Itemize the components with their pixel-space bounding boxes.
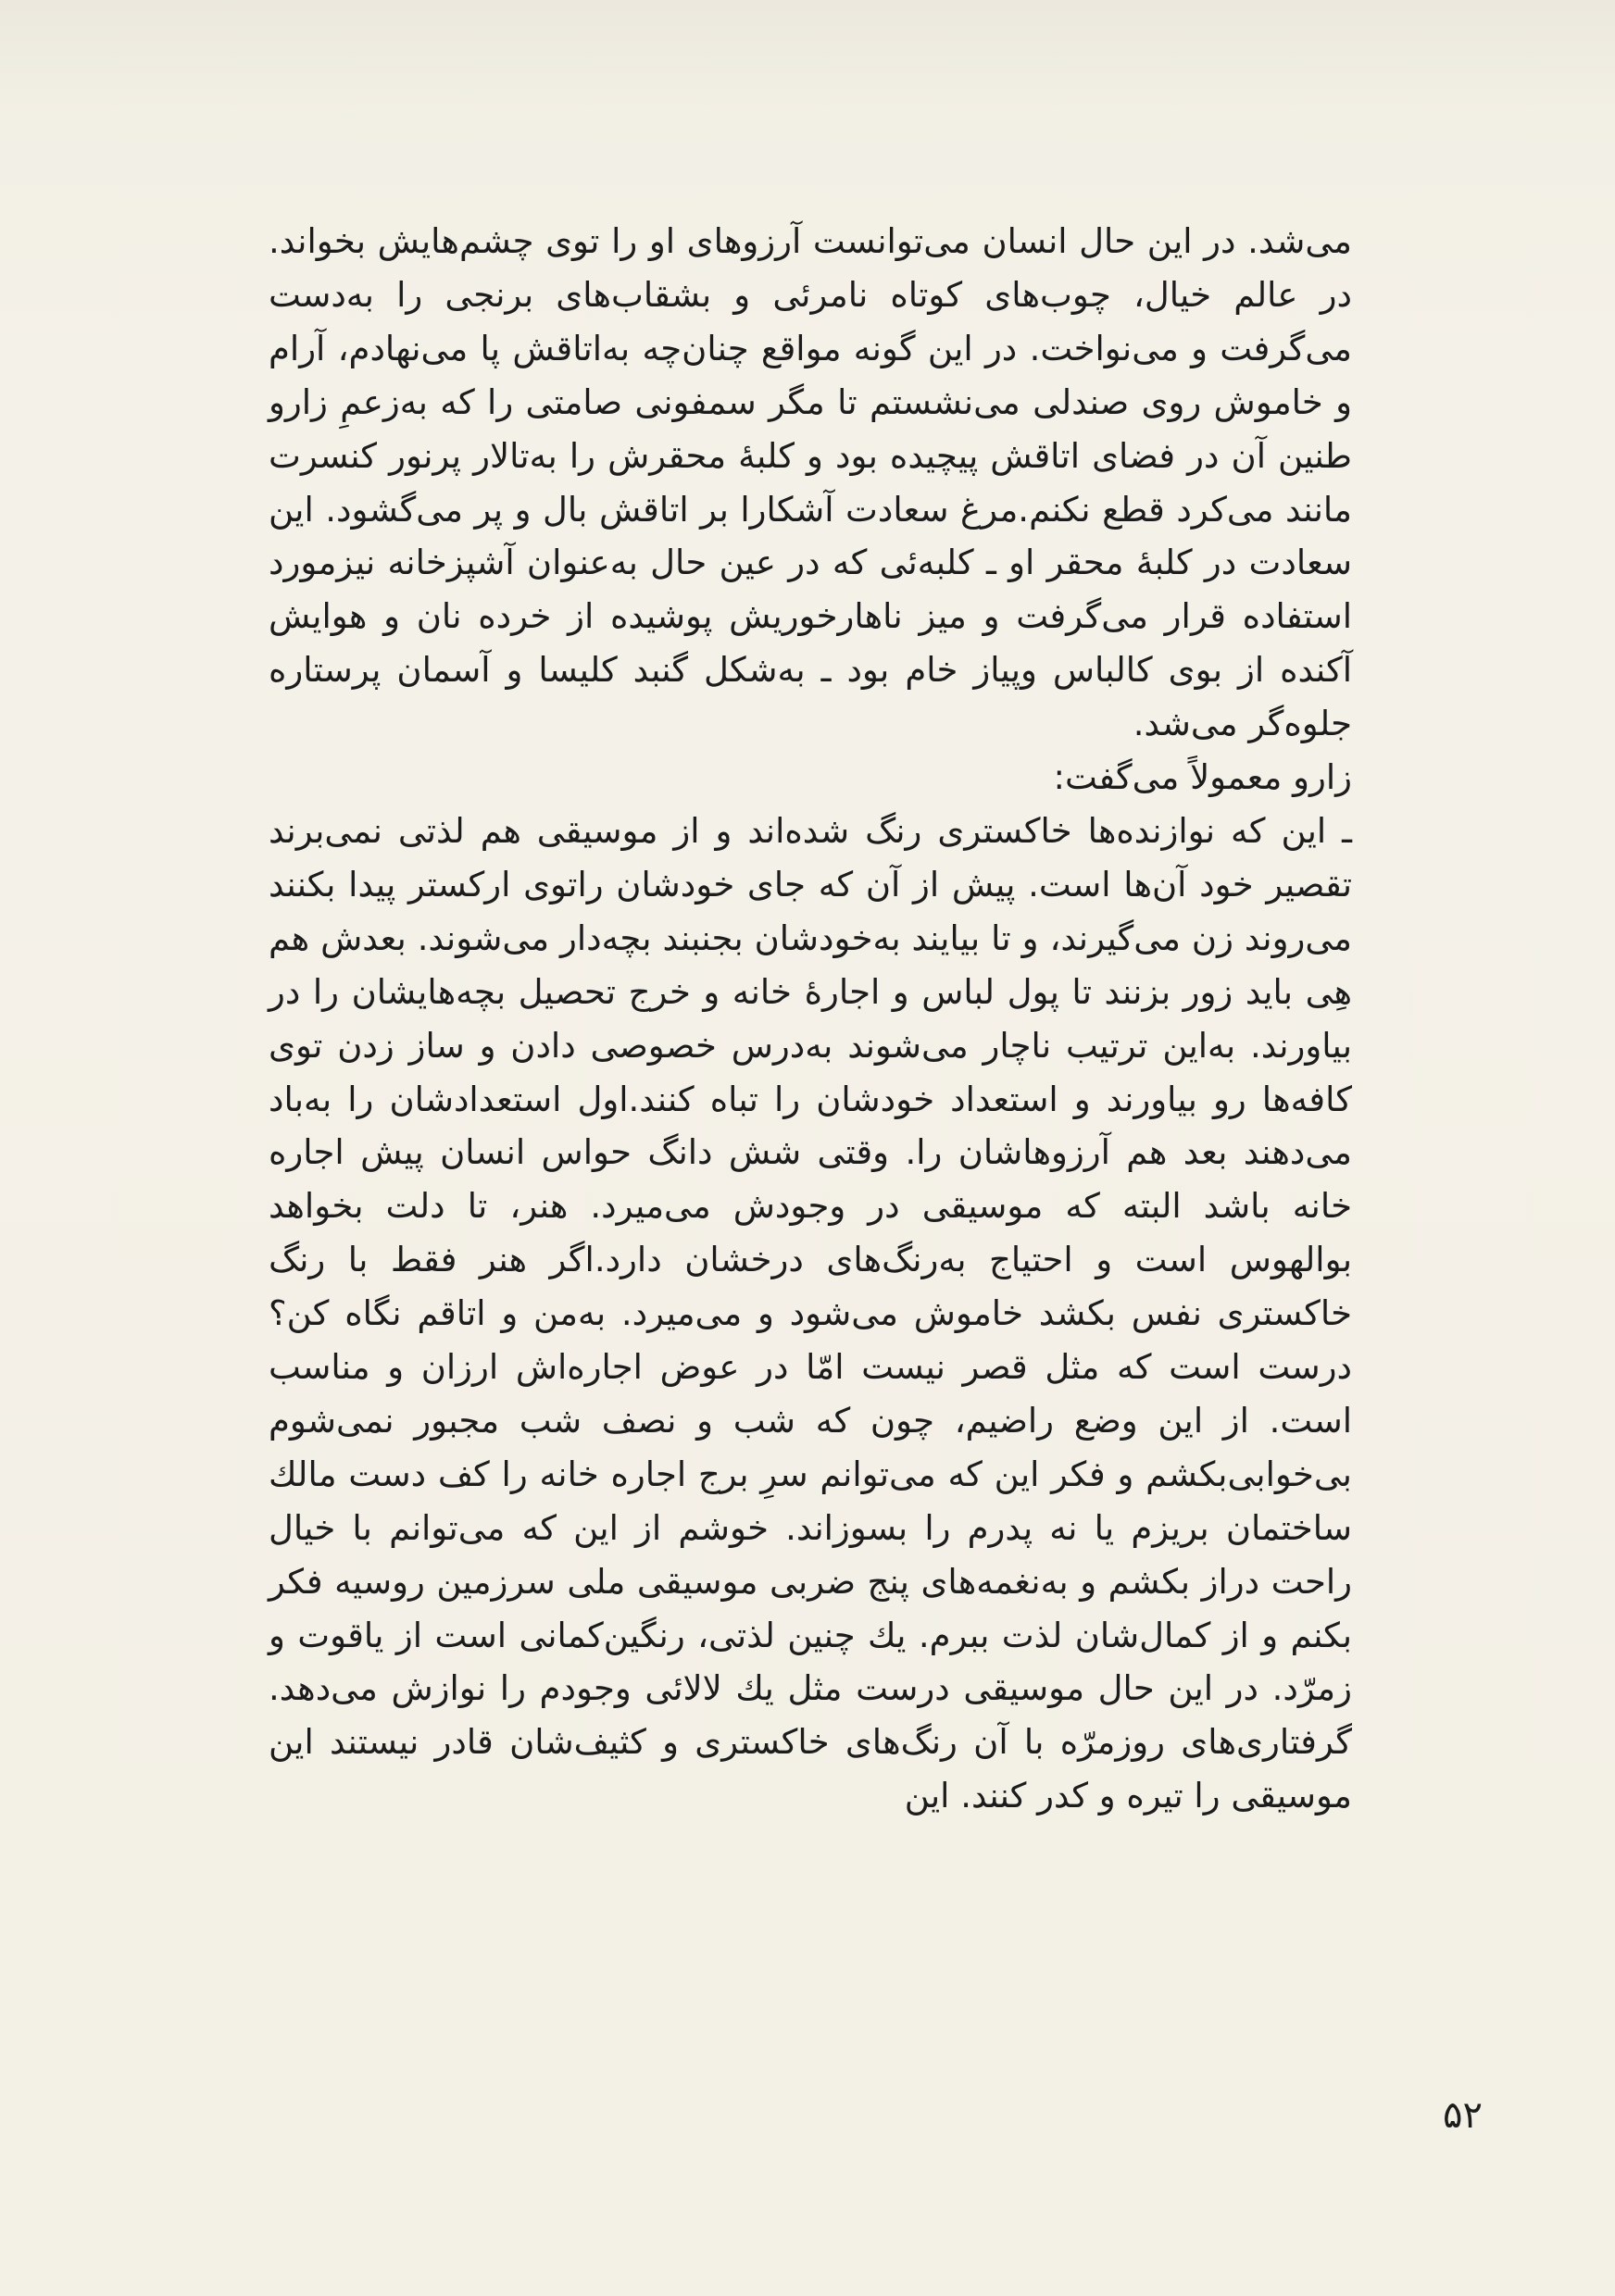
paragraph-monologue: ـ این که نوازنده‌ها خاکستری رنگ شده‌اند و از موسیقی هم لذتی نمی‌برند تقصیر خود آن‌ها است. پیش از آن که جای خودشان راتوی ارکستر پیدا بکنند می‌روند زن می‌گیرند، و تا بیایند به‌خودشان بجنبند بچه‌دار می‌شوند. بعدش هم هِی باید زور بزنند تا پول لباس و اجارهٔ خانه و خرج تحصیل بچه‌هایشان را در بیاورند. به‌این ترتیب ناچار می‌شوند به‌درس خصوصی دادن و ساز زدن توی کافه‌ها رو بیاورند و استعداد خودشان را تباه کنند.اول استعدادشان را به‌باد می‌دهند بعد هم آرزوهاشان را. وقتی شش دانگ حواس انسان پیش اجاره خانه باشد البته که موسیقی در وجودش می‌میرد. هنر، تا دلت بخواهد بوالهوس است و احتیاج به‌رنگ‌های درخشان دارد.اگر هنر فقط با رنگ خاکستری نفس بکشد خاموش می‌شود و می‌میرد. به‌من و اتاقم نگاه کن؟ درست است که مثل قصر نیست امّا در عوض اجاره‌اش ارزان و مناسب است. از این وضع راضیم، چون که شب و نصف شب مجبور نمی‌شوم بی‌خوابی‌بکشم و فکر این که می‌توانم سرِ برج اجاره خانه را کف دست مالك ساختمان بریزم یا نه پدرم را بسوزاند. خوشم از این که می‌توانم با خیال راحت دراز بکشم و به‌نغمه‌های پنج ضربی موسیقی ملی سرزمین روسیه فکر بکنم و از کمال‌شان لذت ببرم. یك چنین لذتی، رنگین‌کمانی است از یاقوت و زمرّد. در این حال موسیقی درست مثل یك لالائی وجودم را نوازش می‌دهد. گرفتاری‌های روزمرّه با آن رنگ‌های خاکستری و کثیف‌شان قادر نیستند این موسیقی را تیره و کدر کنند. این: [269, 810, 1352, 1816]
paragraph-speaker-intro: زارو معمولاً می‌گفت:: [1053, 757, 1352, 798]
paragraph-opening: می‌شد. در این حال انسان می‌توانست آرزوهای او را توی چشم‌هایش بخواند. در عالم خیال، چوب‌های کوتاه نامرئی و بشقاب‌های برنجی را به‌دست می‌گرفت و می‌نواخت. در این گونه مواقع چنان‌چه به‌اتاقش پا می‌نهادم، آرام و خاموش روی صندلی می‌نشستم تا مگر سمفونی صامتی را که به‌زعمِ زارو طنین آن در فضای اتاقش پیچیده بود و کلبهٔ محقرش را به‌تالار پرنور کنسرت مانند می‌کرد قطع نکنم.مرغ سعادت آشکارا بر اتاقش بال و پر می‌گشود. این سعادت در کلبهٔ محقر او ـ کلبه‌ئی که در عین حال به‌عنوان آشپزخانه نیزمورد استفاده قرار می‌گرفت و میز ناهارخوریش پوشیده از خرده نان و هوایش آکنده از بوی کالباس وپیاز خام بود ـ به‌شکل گنبد کلیسا و آسمان پرستاره جلوه‌گر می‌شد.: [269, 221, 1352, 744]
body-text: [269, 215, 1352, 1823]
page-number: ۵۲: [1443, 2094, 1483, 2137]
